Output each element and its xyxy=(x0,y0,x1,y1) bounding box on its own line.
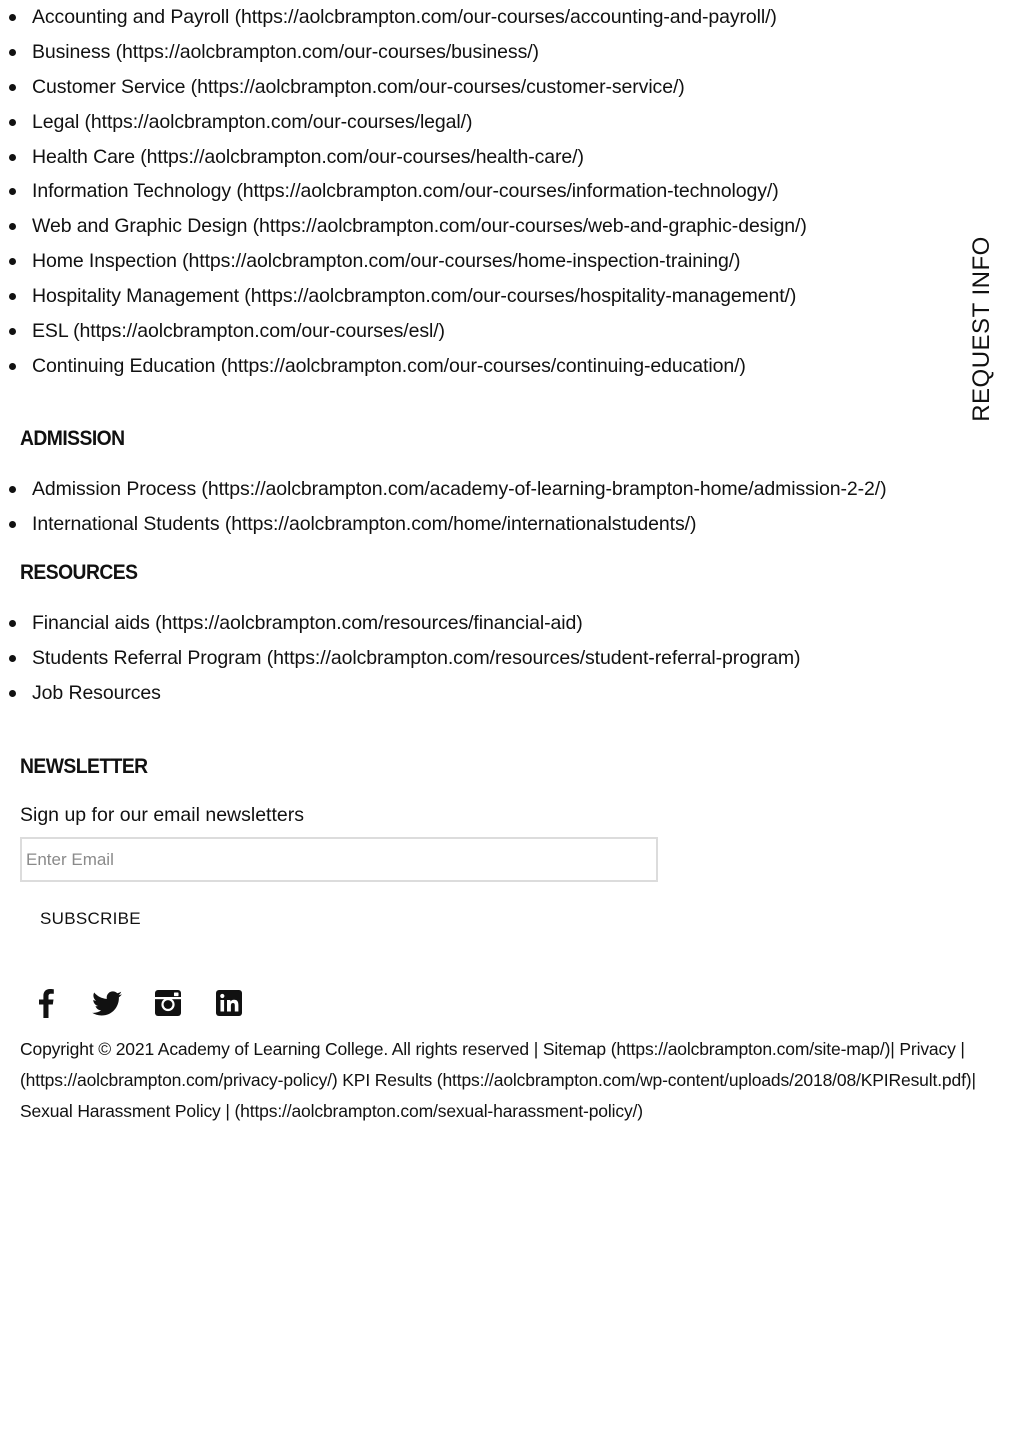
newsletter-heading: NEWSLETTER xyxy=(20,755,148,778)
admission-process-link[interactable]: Admission Process (https://aolcbrampton.com/academy-of-learning-brampton-home/admission-2-2/) xyxy=(32,478,887,500)
admission-heading: ADMISSION xyxy=(20,427,125,450)
admission-list xyxy=(0,472,886,542)
list-item[interactable] xyxy=(0,279,807,314)
email-input[interactable] xyxy=(20,837,658,882)
bullet xyxy=(9,486,16,493)
list-item[interactable] xyxy=(0,606,800,641)
bullet xyxy=(9,49,16,56)
resources-list xyxy=(0,606,800,711)
bullet xyxy=(9,223,16,230)
privacy-link[interactable]: Privacy | (https://aolcbrampton.com/privacy-policy/) xyxy=(20,1039,965,1090)
bullet xyxy=(9,293,16,300)
sitemap-link[interactable]: Sitemap (https://aolcbrampton.com/site-map/)| xyxy=(542,1039,895,1059)
request-info-tab[interactable] xyxy=(962,236,1002,422)
course-link[interactable]: Legal (https://aolcbrampton.com/our-courses/legal/) xyxy=(32,110,473,133)
course-link[interactable]: Continuing Education (https://aolcbrampton.com/our-courses/continuing-education/) xyxy=(32,354,746,377)
footer-text xyxy=(20,1034,980,1127)
course-link[interactable]: Customer Service (https://aolcbrampton.com/our-courses/customer-service/) xyxy=(32,75,685,98)
resources-heading: RESOURCES xyxy=(20,561,138,584)
course-link[interactable]: Business (https://aolcbrampton.com/our-courses/business/) xyxy=(32,40,539,63)
linkedin-icon xyxy=(211,985,247,1021)
list-item[interactable] xyxy=(0,314,807,349)
bullet xyxy=(9,690,16,697)
list-item[interactable] xyxy=(0,209,807,244)
course-link[interactable]: Information Technology (https://aolcbrampton.com/our-courses/information-technology/) xyxy=(32,180,779,203)
twitter-icon xyxy=(89,985,125,1021)
list-item[interactable] xyxy=(0,174,807,209)
instagram-link[interactable] xyxy=(150,985,186,1021)
social-links xyxy=(28,985,272,1021)
course-link[interactable]: Web and Graphic Design (https://aolcbrampton.com/our-courses/web-and-graphic-design/) xyxy=(32,215,807,238)
bullet xyxy=(9,363,16,370)
facebook-link[interactable] xyxy=(28,985,64,1021)
bullet xyxy=(9,521,16,528)
bullet xyxy=(9,154,16,161)
bullet xyxy=(9,119,16,126)
bullet xyxy=(9,328,16,335)
list-item[interactable] xyxy=(0,676,800,711)
list-item[interactable] xyxy=(0,35,807,70)
course-link[interactable]: Health Care (https://aolcbrampton.com/our-courses/health-care/) xyxy=(32,145,584,168)
kpi-results-link[interactable]: KPI Results (https://aolcbrampton.com/wp-content/uploads/2018/08/KPIResult.pdf)| xyxy=(342,1070,976,1090)
list-item[interactable] xyxy=(0,0,807,35)
bullet xyxy=(9,258,16,265)
list-item[interactable] xyxy=(0,472,886,507)
facebook-icon xyxy=(28,985,64,1021)
list-item[interactable] xyxy=(0,244,807,279)
bullet xyxy=(9,14,16,21)
sexual-harassment-policy-link[interactable]: Sexual Harassment Policy | (https://aolcbrampton.com/sexual-harassment-policy/) xyxy=(20,1101,643,1121)
bullet xyxy=(9,655,16,662)
course-link[interactable]: Accounting and Payroll (https://aolcbrampton.com/our-courses/accounting-and-payroll/) xyxy=(32,6,777,28)
bullet xyxy=(9,620,16,627)
course-link[interactable]: Home Inspection (https://aolcbrampton.com/our-courses/home-inspection-training/) xyxy=(32,250,741,273)
job-resources-link[interactable]: Job Resources xyxy=(32,681,161,704)
list-item[interactable] xyxy=(0,349,807,384)
copyright-text: Copyright © 2021 Academy of Learning College. All rights reserved | xyxy=(20,1039,539,1059)
instagram-icon xyxy=(150,985,186,1021)
list-item[interactable] xyxy=(0,641,800,676)
international-students-link[interactable]: International Students (https://aolcbrampton.com/home/internationalstudents/) xyxy=(32,512,697,535)
list-item[interactable] xyxy=(0,507,886,542)
linkedin-link[interactable] xyxy=(211,985,247,1021)
twitter-link[interactable] xyxy=(89,985,125,1021)
list-item[interactable] xyxy=(0,70,807,105)
bullet xyxy=(9,188,16,195)
course-link[interactable]: ESL (https://aolcbrampton.com/our-courses/esl/) xyxy=(32,320,445,343)
request-info-label: REQUEST INFO xyxy=(968,236,996,422)
list-item[interactable] xyxy=(0,140,807,175)
bullet xyxy=(9,84,16,91)
student-referral-link[interactable]: Students Referral Program (https://aolcbrampton.com/resources/student-referral-program) xyxy=(32,646,801,669)
list-item[interactable] xyxy=(0,105,807,140)
financial-aids-link[interactable]: Financial aids (https://aolcbrampton.com/resources/financial-aid) xyxy=(32,612,583,634)
newsletter-intro: Sign up for our email newsletters xyxy=(20,804,304,826)
courses-list xyxy=(0,0,807,384)
course-link[interactable]: Hospitality Management (https://aolcbrampton.com/our-courses/hospitality-management/) xyxy=(32,285,797,308)
subscribe-button[interactable]: SUBSCRIBE xyxy=(28,902,153,936)
